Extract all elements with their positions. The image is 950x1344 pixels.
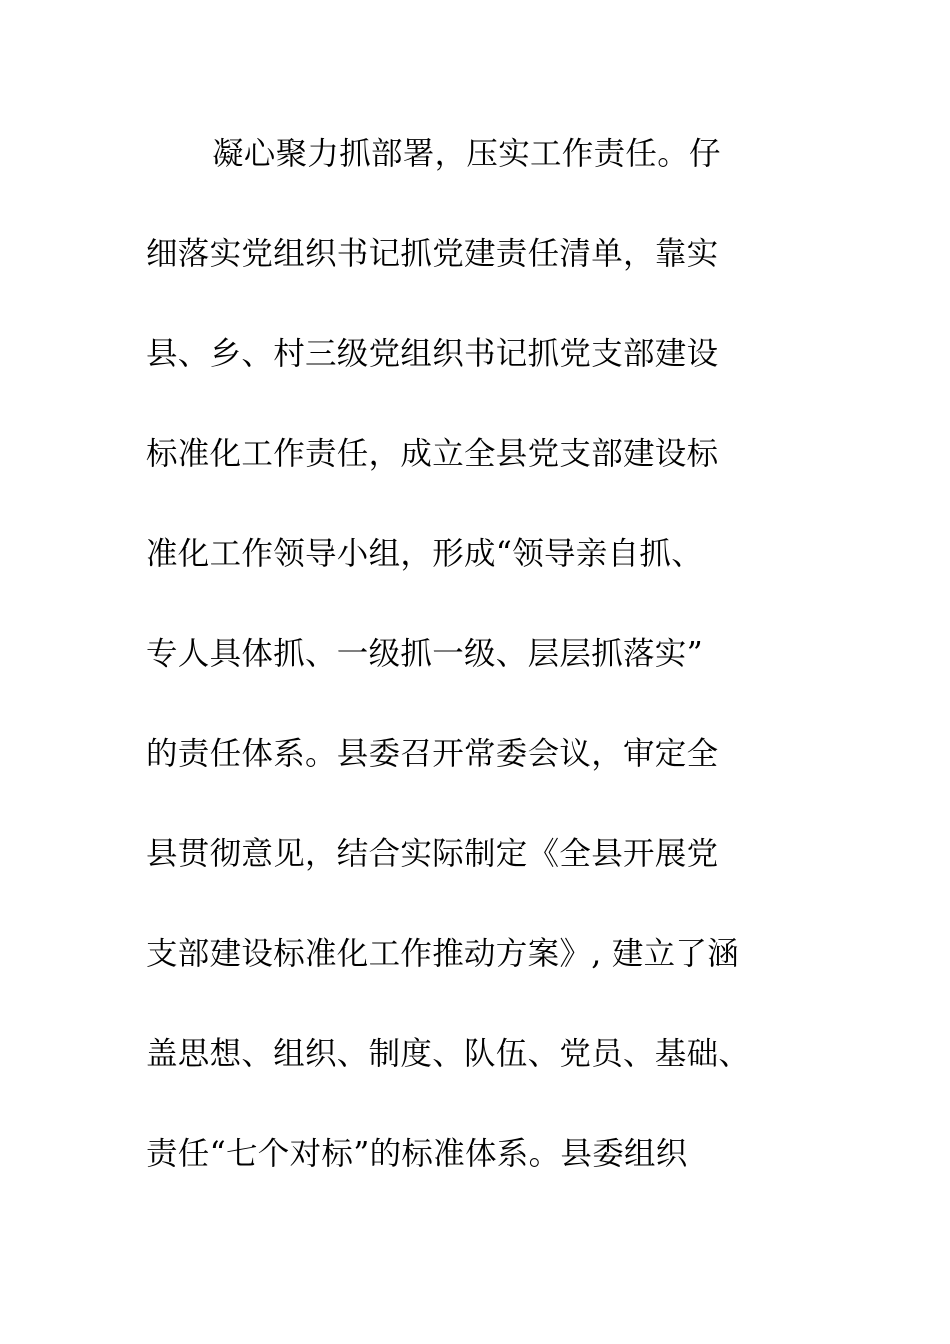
text-line-1: 凝心聚力抓部署，压实工作责任。仔 [212, 136, 721, 172]
text-line-5: 准化工作领导小组，形成“领导亲自抓、 [146, 536, 704, 572]
text-line-6: 专人具体抓、一级抓一级、层层抓落实” [146, 636, 704, 672]
body-paragraph [146, 122, 806, 1222]
text-line-4: 标准化工作责任，成立全县党支部建设标 [146, 436, 719, 472]
text-line-2: 细落实党组织书记抓党建责任清单，靠实 [146, 236, 719, 272]
text-line-3: 县、乡、村三级党组织书记抓党支部建设 [146, 336, 719, 372]
text-line-10: 盖思想、组织、制度、队伍、党员、基础、 [146, 1036, 751, 1072]
text-line-7: 的责任体系。县委召开常委会议，审定全 [146, 736, 719, 772]
text-line-8: 县贯彻意见，结合实际制定《全县开展党 [146, 836, 719, 872]
text-line-9: 支部建设标准化工作推动方案》, 建立了涵 [146, 936, 740, 972]
text-line-11: 责任“七个对标”的标准体系。县委组织 [146, 1136, 688, 1172]
